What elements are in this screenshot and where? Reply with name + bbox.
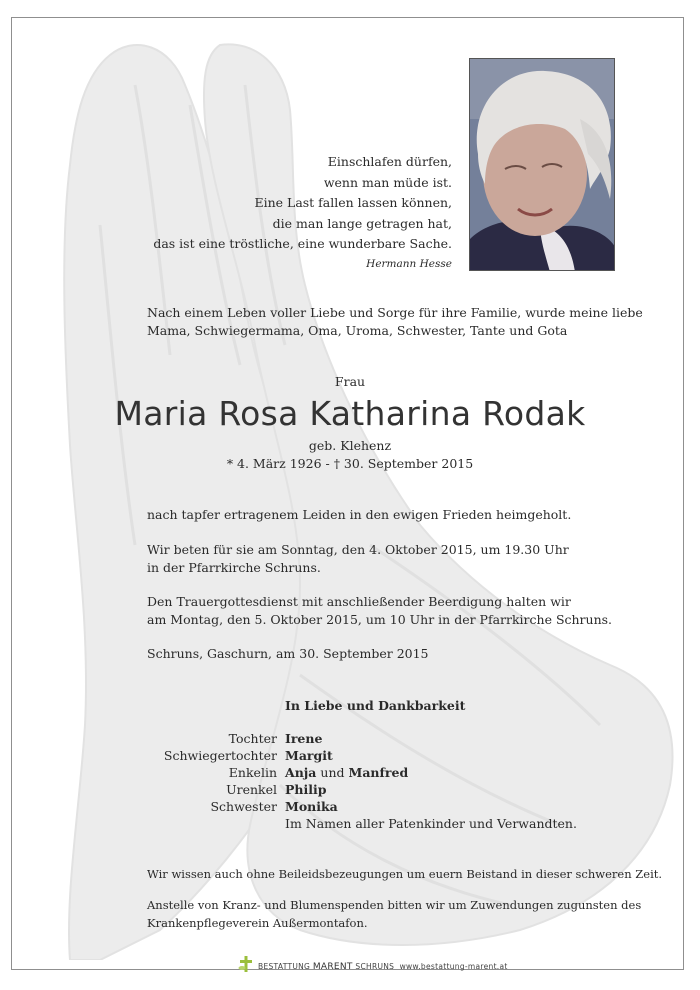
footer-imprint bbox=[258, 962, 508, 972]
family-name-pair bbox=[285, 764, 577, 781]
deceased-name: Maria Rosa Katharina Rodak bbox=[114, 394, 586, 433]
relation-label: Schwiegertochter bbox=[163, 748, 277, 763]
relation-label: Enkelin bbox=[228, 765, 277, 780]
family-names bbox=[285, 730, 577, 832]
life-dates: * 4. März 1926 - † 30. September 2015 bbox=[226, 456, 474, 471]
quote-line: die man lange getragen hat, bbox=[272, 215, 452, 231]
quote-line: Eine Last fallen lassen können, bbox=[254, 195, 452, 210]
family-relations bbox=[164, 730, 277, 815]
family-heading: In Liebe und Dankbarkeit bbox=[285, 698, 466, 713]
relation-label: Urenkel bbox=[226, 782, 277, 797]
family-name: Manfred bbox=[348, 765, 409, 780]
donation-line: Krankenpflegeverein Außermontafon. bbox=[147, 915, 368, 930]
intro-line: Mama, Schwiegermama, Oma, Uroma, Schwester, Tante und Gota bbox=[147, 322, 568, 338]
footer-town: SCHRUNS bbox=[355, 962, 395, 971]
body-paragraph-3 bbox=[147, 593, 612, 628]
family-name: Anja bbox=[285, 765, 317, 780]
relation-label: Tochter bbox=[228, 731, 277, 746]
conjunction: und bbox=[320, 765, 345, 780]
family-name: Margit bbox=[285, 748, 333, 763]
birth-name: geb. Klehenz bbox=[308, 438, 392, 453]
intro-text bbox=[147, 304, 643, 339]
body-line: Den Trauergottesdienst mit anschließender Beerdigung halten wir bbox=[147, 594, 571, 609]
body-line: in der Pfarrkirche Schruns. bbox=[147, 559, 321, 575]
family-name: Philip bbox=[285, 782, 327, 797]
body-paragraph-2 bbox=[147, 541, 569, 576]
family-name: Irene bbox=[285, 731, 323, 746]
family-name: Monika bbox=[285, 799, 338, 814]
quote-block bbox=[153, 152, 452, 255]
intro-line: Nach einem Leben voller Liebe und Sorge für ihre Familie, wurde meine liebe bbox=[147, 305, 643, 320]
cross-leaf-icon bbox=[238, 955, 254, 973]
quote-line: das ist eine tröstliche, eine wunderbare Sache. bbox=[153, 236, 452, 251]
quote-line: wenn man müde ist. bbox=[323, 174, 452, 190]
place-date: Schruns, Gaschurn, am 30. September 2015 bbox=[147, 646, 429, 661]
quote-author: Hermann Hesse bbox=[366, 258, 452, 270]
quote-line: Einschlafen dürfen, bbox=[327, 154, 452, 169]
footer-prefix: BESTATTUNG bbox=[258, 962, 311, 971]
footer-brand: MARENT bbox=[312, 962, 353, 972]
relation-label: Schwester bbox=[210, 799, 277, 814]
portrait-photo bbox=[469, 58, 615, 271]
honorific: Frau bbox=[334, 374, 366, 389]
family-closing: Im Namen aller Patenkinder und Verwandten. bbox=[285, 816, 577, 831]
body-line: am Montag, den 5. Oktober 2015, um 10 Uhr in der Pfarrkirche Schruns. bbox=[147, 611, 613, 627]
footer-url[interactable]: www.bestattung-marent.at bbox=[399, 962, 508, 971]
body-paragraph-1: nach tapfer ertragenem Leiden in den ewigen Frieden heimgeholt. bbox=[147, 507, 572, 522]
donation-line: Anstelle von Kranz- und Blumenspenden bitten wir um Zuwendungen zugunsten des bbox=[147, 898, 642, 912]
donation-note bbox=[147, 897, 641, 932]
body-line: Wir beten für sie am Sonntag, den 4. Oktober 2015, um 19.30 Uhr bbox=[147, 542, 569, 557]
condolence-note: Wir wissen auch ohne Beileidsbezeugungen um euern Beistand in dieser schweren Zeit. bbox=[147, 867, 663, 881]
